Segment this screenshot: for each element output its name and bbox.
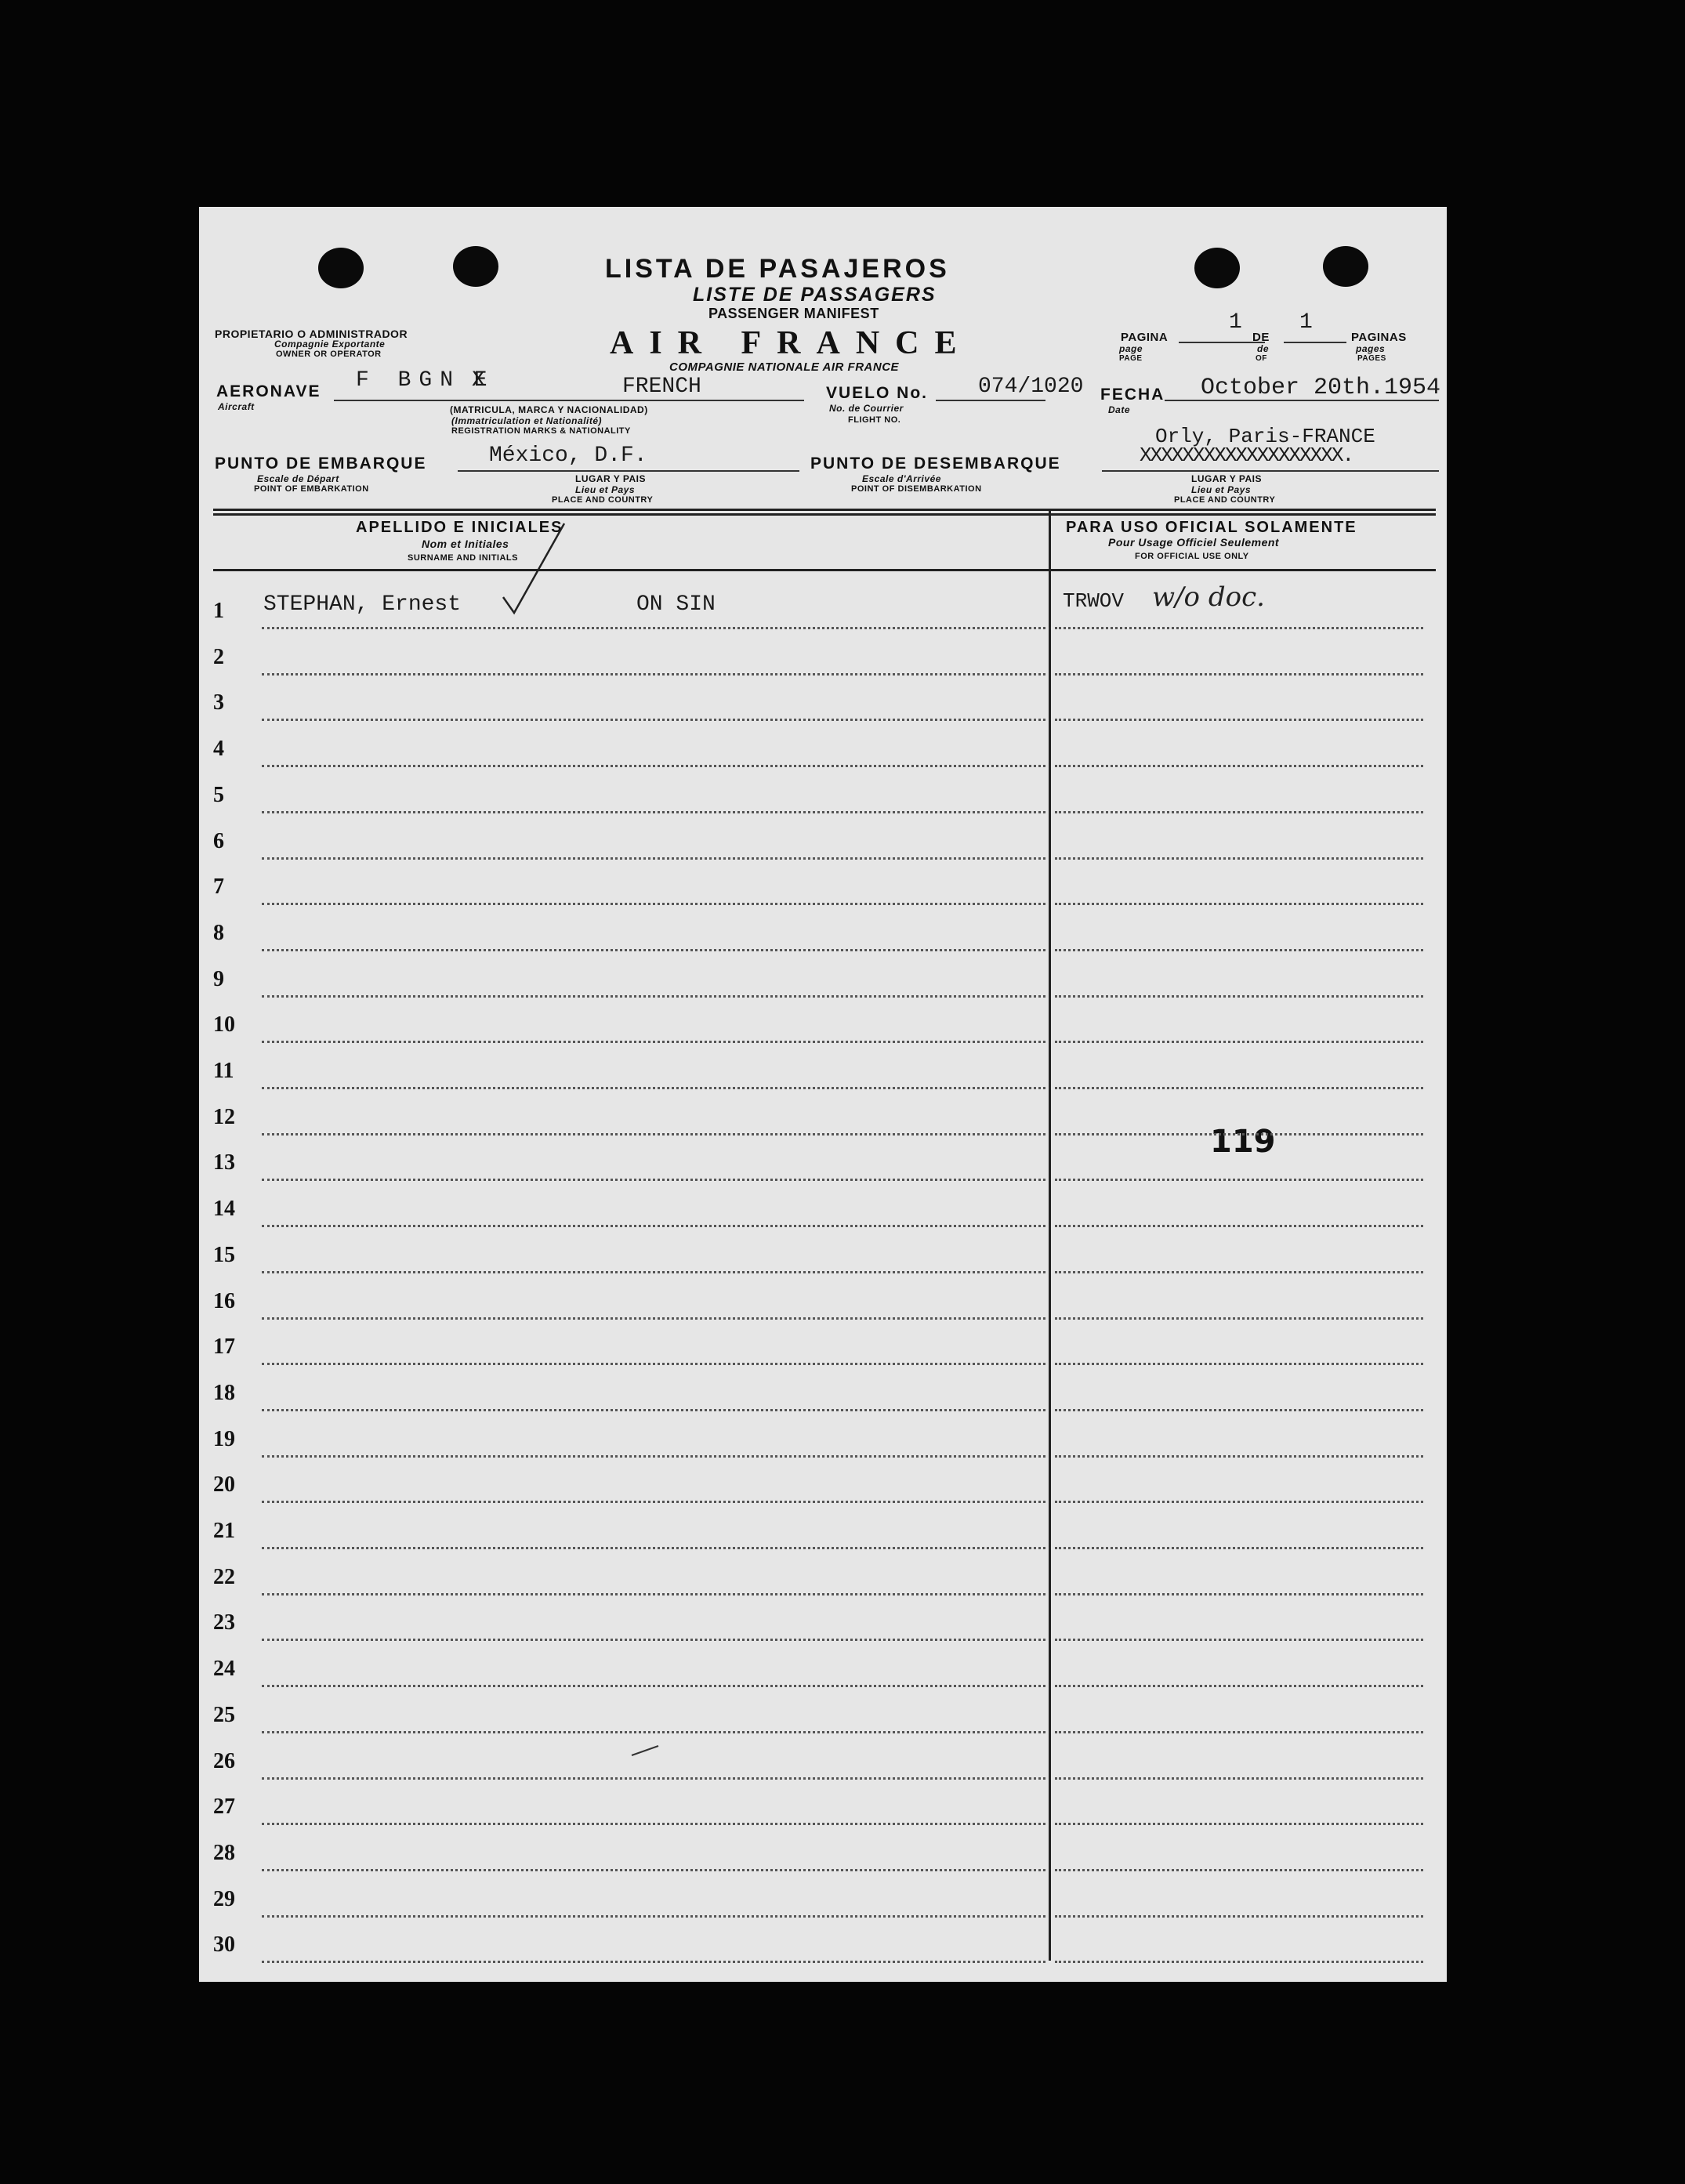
registration-note-en: REGISTRATION MARKS & NATIONALITY (451, 426, 631, 436)
official-entry-line (1055, 857, 1423, 860)
disembark-place-en: PLACE AND COUNTRY (1174, 495, 1276, 505)
row-number: 9 (213, 966, 224, 991)
passenger-1-official-note: w/o doc. (1152, 581, 1265, 613)
date-label: FECHA (1100, 386, 1165, 404)
disembark-line (1102, 470, 1439, 472)
aircraft-registration: F BGN (356, 368, 462, 393)
row-number: 3 (213, 690, 224, 715)
row-number: 20 (213, 1472, 235, 1498)
official-entry-line (1055, 1685, 1423, 1687)
embark-place: México, D.F. (489, 444, 647, 468)
owner-label-en: OWNER OR OPERATOR (276, 350, 382, 359)
title-es: LISTA DE PASAJEROS (605, 254, 950, 284)
name-entry-line (262, 1501, 1045, 1503)
embark-place-es: LUGAR Y PAIS (575, 473, 647, 484)
name-entry-line (262, 1593, 1045, 1595)
paginas-label: PAGINAS (1351, 331, 1407, 344)
embark-label: PUNTO DE EMBARQUE (215, 455, 427, 473)
name-entry-line (262, 1731, 1045, 1733)
row-number: 23 (213, 1610, 235, 1635)
official-entry-line (1055, 627, 1423, 629)
official-entry-line (1055, 949, 1423, 951)
stamp-number: 119 (1210, 1124, 1276, 1160)
official-entry-line (1055, 1823, 1423, 1825)
official-entry-line (1055, 1869, 1423, 1871)
official-entry-line (1055, 1133, 1423, 1135)
official-entry-line (1055, 1179, 1423, 1181)
official-entry-line (1055, 811, 1423, 813)
embark-place-fr: Lieu et Pays (575, 484, 636, 495)
row-number: 26 (213, 1748, 235, 1773)
name-entry-line (262, 1133, 1045, 1135)
name-entry-line (262, 1363, 1045, 1365)
official-entry-line (1055, 1409, 1423, 1411)
official-entry-line (1055, 903, 1423, 905)
de-label-fr: de (1257, 343, 1270, 354)
flight-date: October 20th.1954 (1201, 375, 1441, 401)
disembark-strikeout: XXXXXXXXXXXXXXXXXXX. (1140, 444, 1353, 467)
aircraft-label: AERONAVE (216, 382, 321, 400)
official-entry-line (1055, 1961, 1423, 1963)
official-entry-line (1055, 1087, 1423, 1089)
passenger-1-note: ON SIN (636, 592, 716, 617)
row-number: 10 (213, 1012, 235, 1038)
row-number: 11 (213, 1059, 234, 1083)
name-entry-line (262, 1455, 1045, 1458)
row-number: 24 (213, 1657, 235, 1682)
flight-number: 074/1020 (978, 375, 1084, 399)
row-number: 15 (213, 1242, 235, 1267)
official-entry-line (1055, 1363, 1423, 1365)
name-entry-line (262, 903, 1045, 905)
official-entry-line (1055, 1455, 1423, 1458)
owner-label-fr: Compagnie Exportante (274, 339, 386, 350)
pen-mark-icon (630, 1743, 661, 1758)
official-entry-line (1055, 1225, 1423, 1227)
page-total: 1 (1299, 310, 1313, 335)
name-entry-line (262, 1041, 1045, 1043)
official-entry-line (1055, 1041, 1423, 1043)
passenger-1-official-code: TRWOV (1063, 589, 1125, 613)
date-line (1165, 400, 1439, 401)
flight-label: VUELO No. (826, 384, 929, 402)
row-number: 22 (213, 1564, 235, 1589)
official-entry-line (1055, 995, 1423, 998)
row-number: 13 (213, 1150, 235, 1175)
name-entry-line (262, 1961, 1045, 1963)
row-number: 27 (213, 1795, 235, 1820)
embark-label-fr: Escale de Départ (257, 473, 339, 484)
page-label-fr: page (1119, 343, 1143, 354)
row-number: 16 (213, 1288, 235, 1313)
official-entry-line (1055, 1777, 1423, 1780)
flight-label-en: FLIGHT NO. (848, 415, 901, 425)
name-entry-line (262, 765, 1045, 767)
column-divider (1049, 511, 1051, 1961)
row-number: 30 (213, 1932, 235, 1958)
disembark-place-fr: Lieu et Pays (1191, 484, 1252, 495)
airline-sub: COMPAGNIE NATIONALE AIR FRANCE (669, 360, 900, 374)
embark-label-en: POINT OF EMBARKATION (254, 484, 369, 494)
official-entry-line (1055, 1501, 1423, 1503)
page-number: 1 (1229, 310, 1242, 335)
names-column-header-fr: Nom et Initiales (422, 538, 509, 550)
names-column-header-en: SURNAME AND INITIALS (408, 553, 518, 563)
pagina-label: PAGINA (1121, 331, 1169, 344)
row-number: 19 (213, 1426, 235, 1451)
page-label-en: PAGE (1119, 354, 1143, 363)
row-number: 4 (213, 737, 224, 762)
name-entry-line (262, 1915, 1045, 1918)
aircraft-registration-overstrike: XE (472, 368, 477, 393)
row-number: 7 (213, 875, 224, 900)
name-entry-line (262, 719, 1045, 721)
registration-note-fr: (Immatriculation et Nationalité) (451, 415, 603, 426)
pages-label-fr: pages (1356, 343, 1386, 354)
official-column-header: PARA USO OFICIAL SOLAMENTE (1066, 519, 1357, 536)
page-total-line (1284, 342, 1346, 343)
name-entry-line (262, 1777, 1045, 1780)
name-entry-line (262, 1179, 1045, 1181)
aircraft-label-fr: Aircraft (218, 401, 255, 412)
flight-line (936, 400, 1045, 401)
name-entry-line (262, 995, 1045, 998)
name-entry-line (262, 1087, 1045, 1089)
names-column-header: APELLIDO E INICIALES (356, 519, 563, 536)
airline-name: AIR FRANCE (610, 325, 973, 361)
name-entry-line (262, 1639, 1045, 1641)
name-entry-line (262, 1225, 1045, 1227)
official-entry-line (1055, 765, 1423, 767)
embark-place-en: PLACE AND COUNTRY (552, 495, 654, 505)
name-entry-line (262, 811, 1045, 813)
name-entry-line (262, 1685, 1045, 1687)
date-label-fr: Date (1108, 404, 1131, 415)
of-label: OF (1256, 354, 1267, 363)
official-entry-line (1055, 1915, 1423, 1918)
row-number: 5 (213, 782, 224, 807)
row-number: 6 (213, 828, 224, 853)
disembark-place-es: LUGAR Y PAIS (1191, 473, 1263, 484)
name-entry-line (262, 857, 1045, 860)
disembark-label-fr: Escale d'Arrivée (862, 473, 941, 484)
name-entry-line (262, 1869, 1045, 1871)
name-entry-line (262, 1409, 1045, 1411)
title-fr: LISTE DE PASSAGERS (693, 284, 937, 306)
title-en: PASSENGER MANIFEST (708, 306, 879, 321)
official-column-header-fr: Pour Usage Officiel Seulement (1108, 536, 1280, 549)
registration-note-es: (MATRICULA, MARCA Y NACIONALIDAD) (450, 404, 648, 415)
row-number: 21 (213, 1519, 235, 1543)
name-entry-line (262, 949, 1045, 951)
punch-hole-2 (453, 246, 498, 287)
disembark-label-en: POINT OF DISEMBARKATION (851, 484, 982, 494)
name-entry-line (262, 627, 1045, 629)
de-label: DE (1252, 331, 1270, 344)
official-entry-line (1055, 1317, 1423, 1320)
official-entry-line (1055, 1547, 1423, 1549)
official-entry-line (1055, 719, 1423, 721)
row-number: 12 (213, 1104, 235, 1129)
official-column-header-en: FOR OFFICIAL USE ONLY (1135, 552, 1249, 561)
row-number: 29 (213, 1886, 235, 1911)
name-entry-line (262, 1823, 1045, 1825)
official-entry-line (1055, 673, 1423, 675)
punch-hole-3 (1194, 248, 1240, 288)
disembark-label: PUNTO DE DESEMBARQUE (810, 455, 1061, 473)
aircraft-line (334, 400, 804, 401)
official-entry-line (1055, 1593, 1423, 1595)
row-number: 28 (213, 1840, 235, 1865)
checkmark-icon (497, 520, 567, 622)
pages-label-en: PAGES (1357, 354, 1386, 363)
passenger-1-name: STEPHAN, Ernest (263, 592, 462, 617)
row-number: 8 (213, 920, 224, 945)
official-entry-line (1055, 1731, 1423, 1733)
name-entry-line (262, 1317, 1045, 1320)
row-number: 18 (213, 1380, 235, 1405)
row-number: 2 (213, 644, 224, 669)
name-entry-line (262, 1547, 1045, 1549)
punch-hole-1 (318, 248, 364, 288)
row-number: 1 (213, 599, 224, 623)
aircraft-nationality: FRENCH (622, 375, 701, 399)
name-entry-line (262, 673, 1045, 675)
name-entry-line (262, 1271, 1045, 1273)
disembark-place: Orly, Paris-FRANCE (1155, 425, 1375, 448)
row-number: 17 (213, 1335, 235, 1360)
flight-label-fr: No. de Courrier (829, 403, 904, 414)
manifest-page (199, 207, 1447, 1982)
row-number: 14 (213, 1197, 235, 1222)
owner-label-es: PROPIETARIO O ADMINISTRADOR (215, 328, 408, 340)
punch-hole-4 (1323, 246, 1368, 287)
embark-line (458, 470, 799, 472)
row-number: 25 (213, 1702, 235, 1727)
official-entry-line (1055, 1639, 1423, 1641)
header-rule (213, 509, 1436, 516)
official-entry-line (1055, 1271, 1423, 1273)
columns-rule (213, 569, 1436, 571)
